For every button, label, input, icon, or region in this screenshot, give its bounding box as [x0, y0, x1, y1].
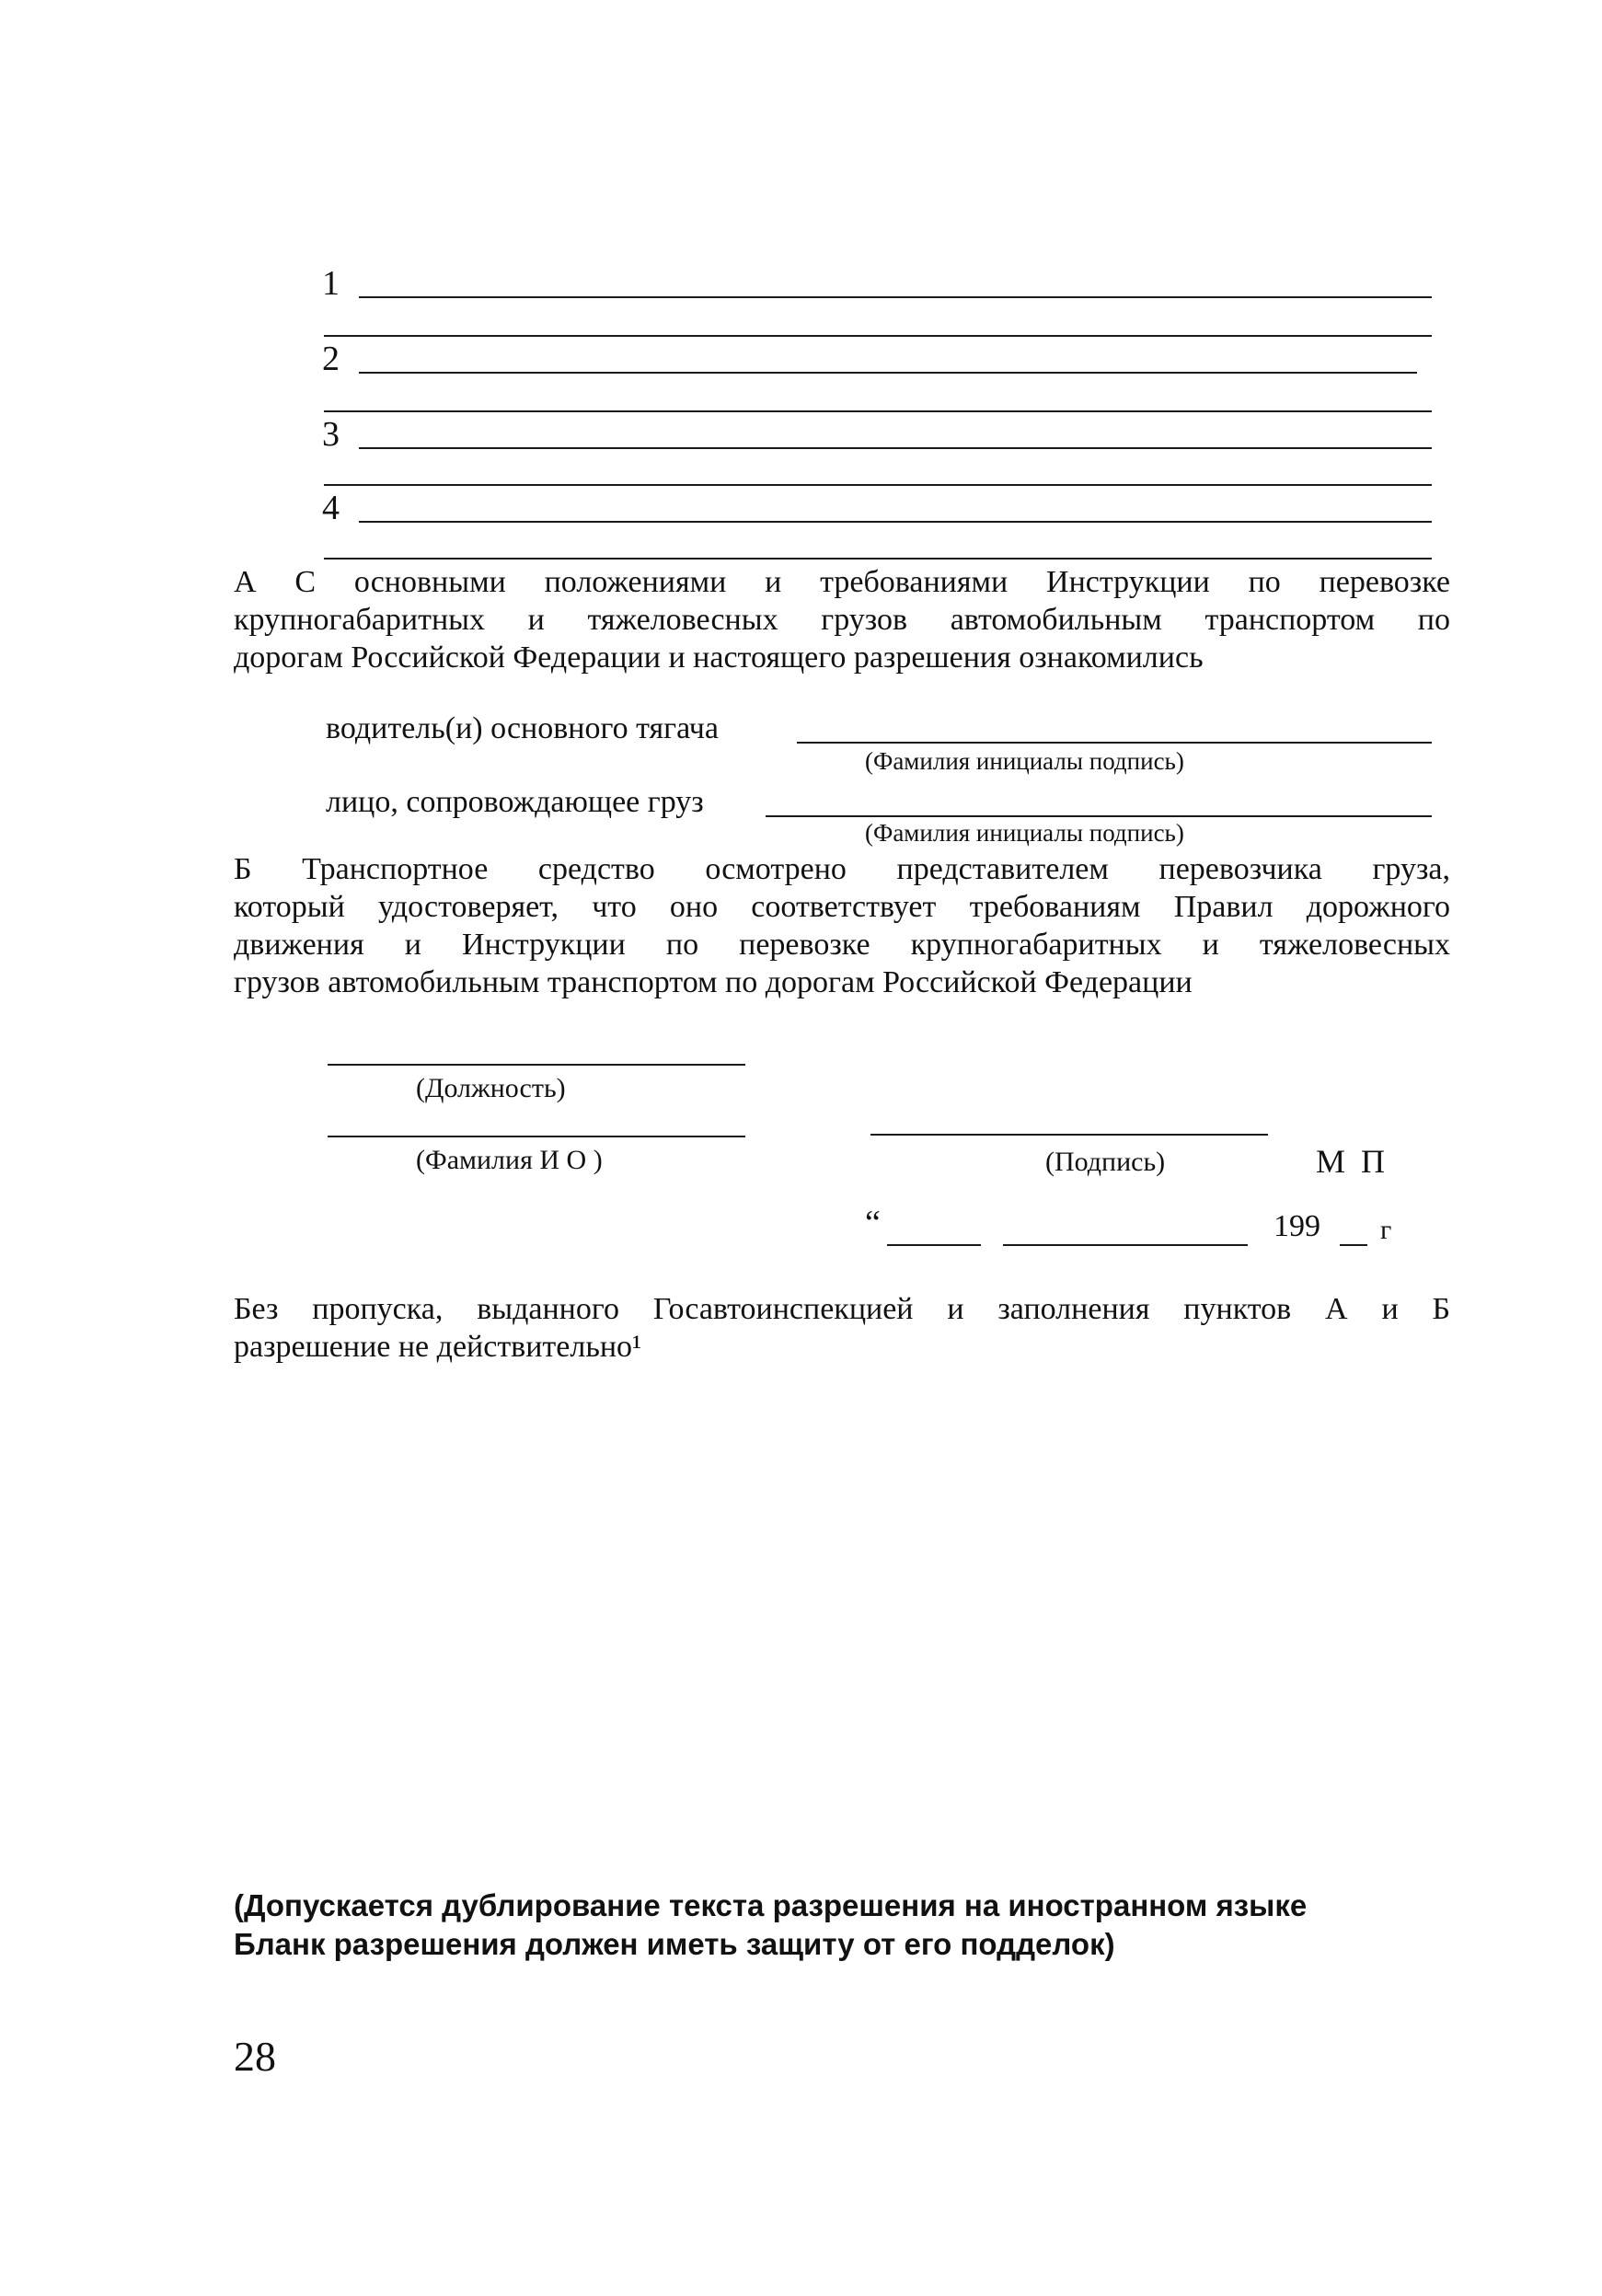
page-number: 28	[234, 2033, 276, 2080]
notice-line: разрешение не действительно¹	[234, 1330, 642, 1364]
name-caption: (Фамилия И О )	[416, 1145, 603, 1175]
section-a-line: дорогам Российской Федерации и настоящего разрешения ознакомились	[234, 640, 1204, 675]
blank-line-1	[359, 296, 1432, 298]
section-a-line: крупногабаритных и тяжеловесных грузов автомобильным транспортом по	[234, 603, 1450, 637]
line-number-1: 1	[322, 264, 340, 303]
footnote-block	[234, 1886, 1338, 1964]
line-number-4: 4	[322, 489, 340, 527]
escort-signature-line	[766, 815, 1432, 817]
footnote-line: (Допускается дублирование текста разрешения на иностранном языке	[234, 1888, 1308, 1922]
date-day-line	[887, 1244, 981, 1246]
notice-paragraph	[234, 1290, 1450, 1366]
escort-label: лицо, сопровождающее груз	[326, 785, 704, 819]
blank-line-4b	[324, 558, 1432, 560]
blank-line-3b	[324, 484, 1432, 486]
section-b-paragraph	[234, 850, 1450, 1001]
section-a-line: А С основными положениями и требованиями Инструкции по перевозке	[234, 565, 1450, 599]
date-quote: “	[865, 1204, 881, 1242]
blank-line-3	[359, 447, 1432, 449]
stamp-label: М П	[1316, 1143, 1389, 1180]
date-suffix: г	[1380, 1215, 1392, 1245]
section-b-line: грузов автомобильным транспортом по дорогам Российской Федерации	[234, 965, 1193, 999]
signature-caption: (Подпись)	[1045, 1147, 1166, 1177]
signature-line	[870, 1134, 1268, 1136]
blank-line-1b	[324, 335, 1432, 337]
section-b-line: который удостоверяет, что оно соответствует требованиям Правил дорожного	[234, 890, 1450, 924]
date-month-line	[1003, 1244, 1248, 1246]
date-year-line	[1340, 1244, 1367, 1246]
notice-line: Без пропуска, выданного Госавтоинспекцией и заполнения пунктов А и Б	[234, 1292, 1450, 1326]
blank-line-2	[359, 372, 1417, 374]
escort-caption: (Фамилия инициалы подпись)	[865, 819, 1184, 847]
date-year: 199	[1274, 1209, 1320, 1243]
position-line	[328, 1064, 745, 1066]
blank-line-2b	[324, 410, 1432, 412]
footnote-line: Бланк разрешения должен иметь защиту от его подделок)	[234, 1927, 1115, 1961]
driver-caption: (Фамилия инициалы подпись)	[865, 747, 1184, 775]
driver-signature-line	[797, 742, 1432, 744]
name-line	[328, 1136, 745, 1137]
line-number-3: 3	[322, 415, 340, 454]
position-caption: (Должность)	[416, 1073, 566, 1103]
line-number-2: 2	[322, 340, 340, 378]
blank-line-4	[359, 521, 1432, 523]
driver-label: водитель(и) основного тягача	[326, 711, 719, 745]
section-b-line: движения и Инструкции по перевозке крупногабаритных и тяжеловесных	[234, 928, 1450, 962]
section-a-paragraph	[234, 563, 1450, 676]
section-b-line: Б Транспортное средство осмотрено представителем перевозчика груза,	[234, 852, 1450, 886]
